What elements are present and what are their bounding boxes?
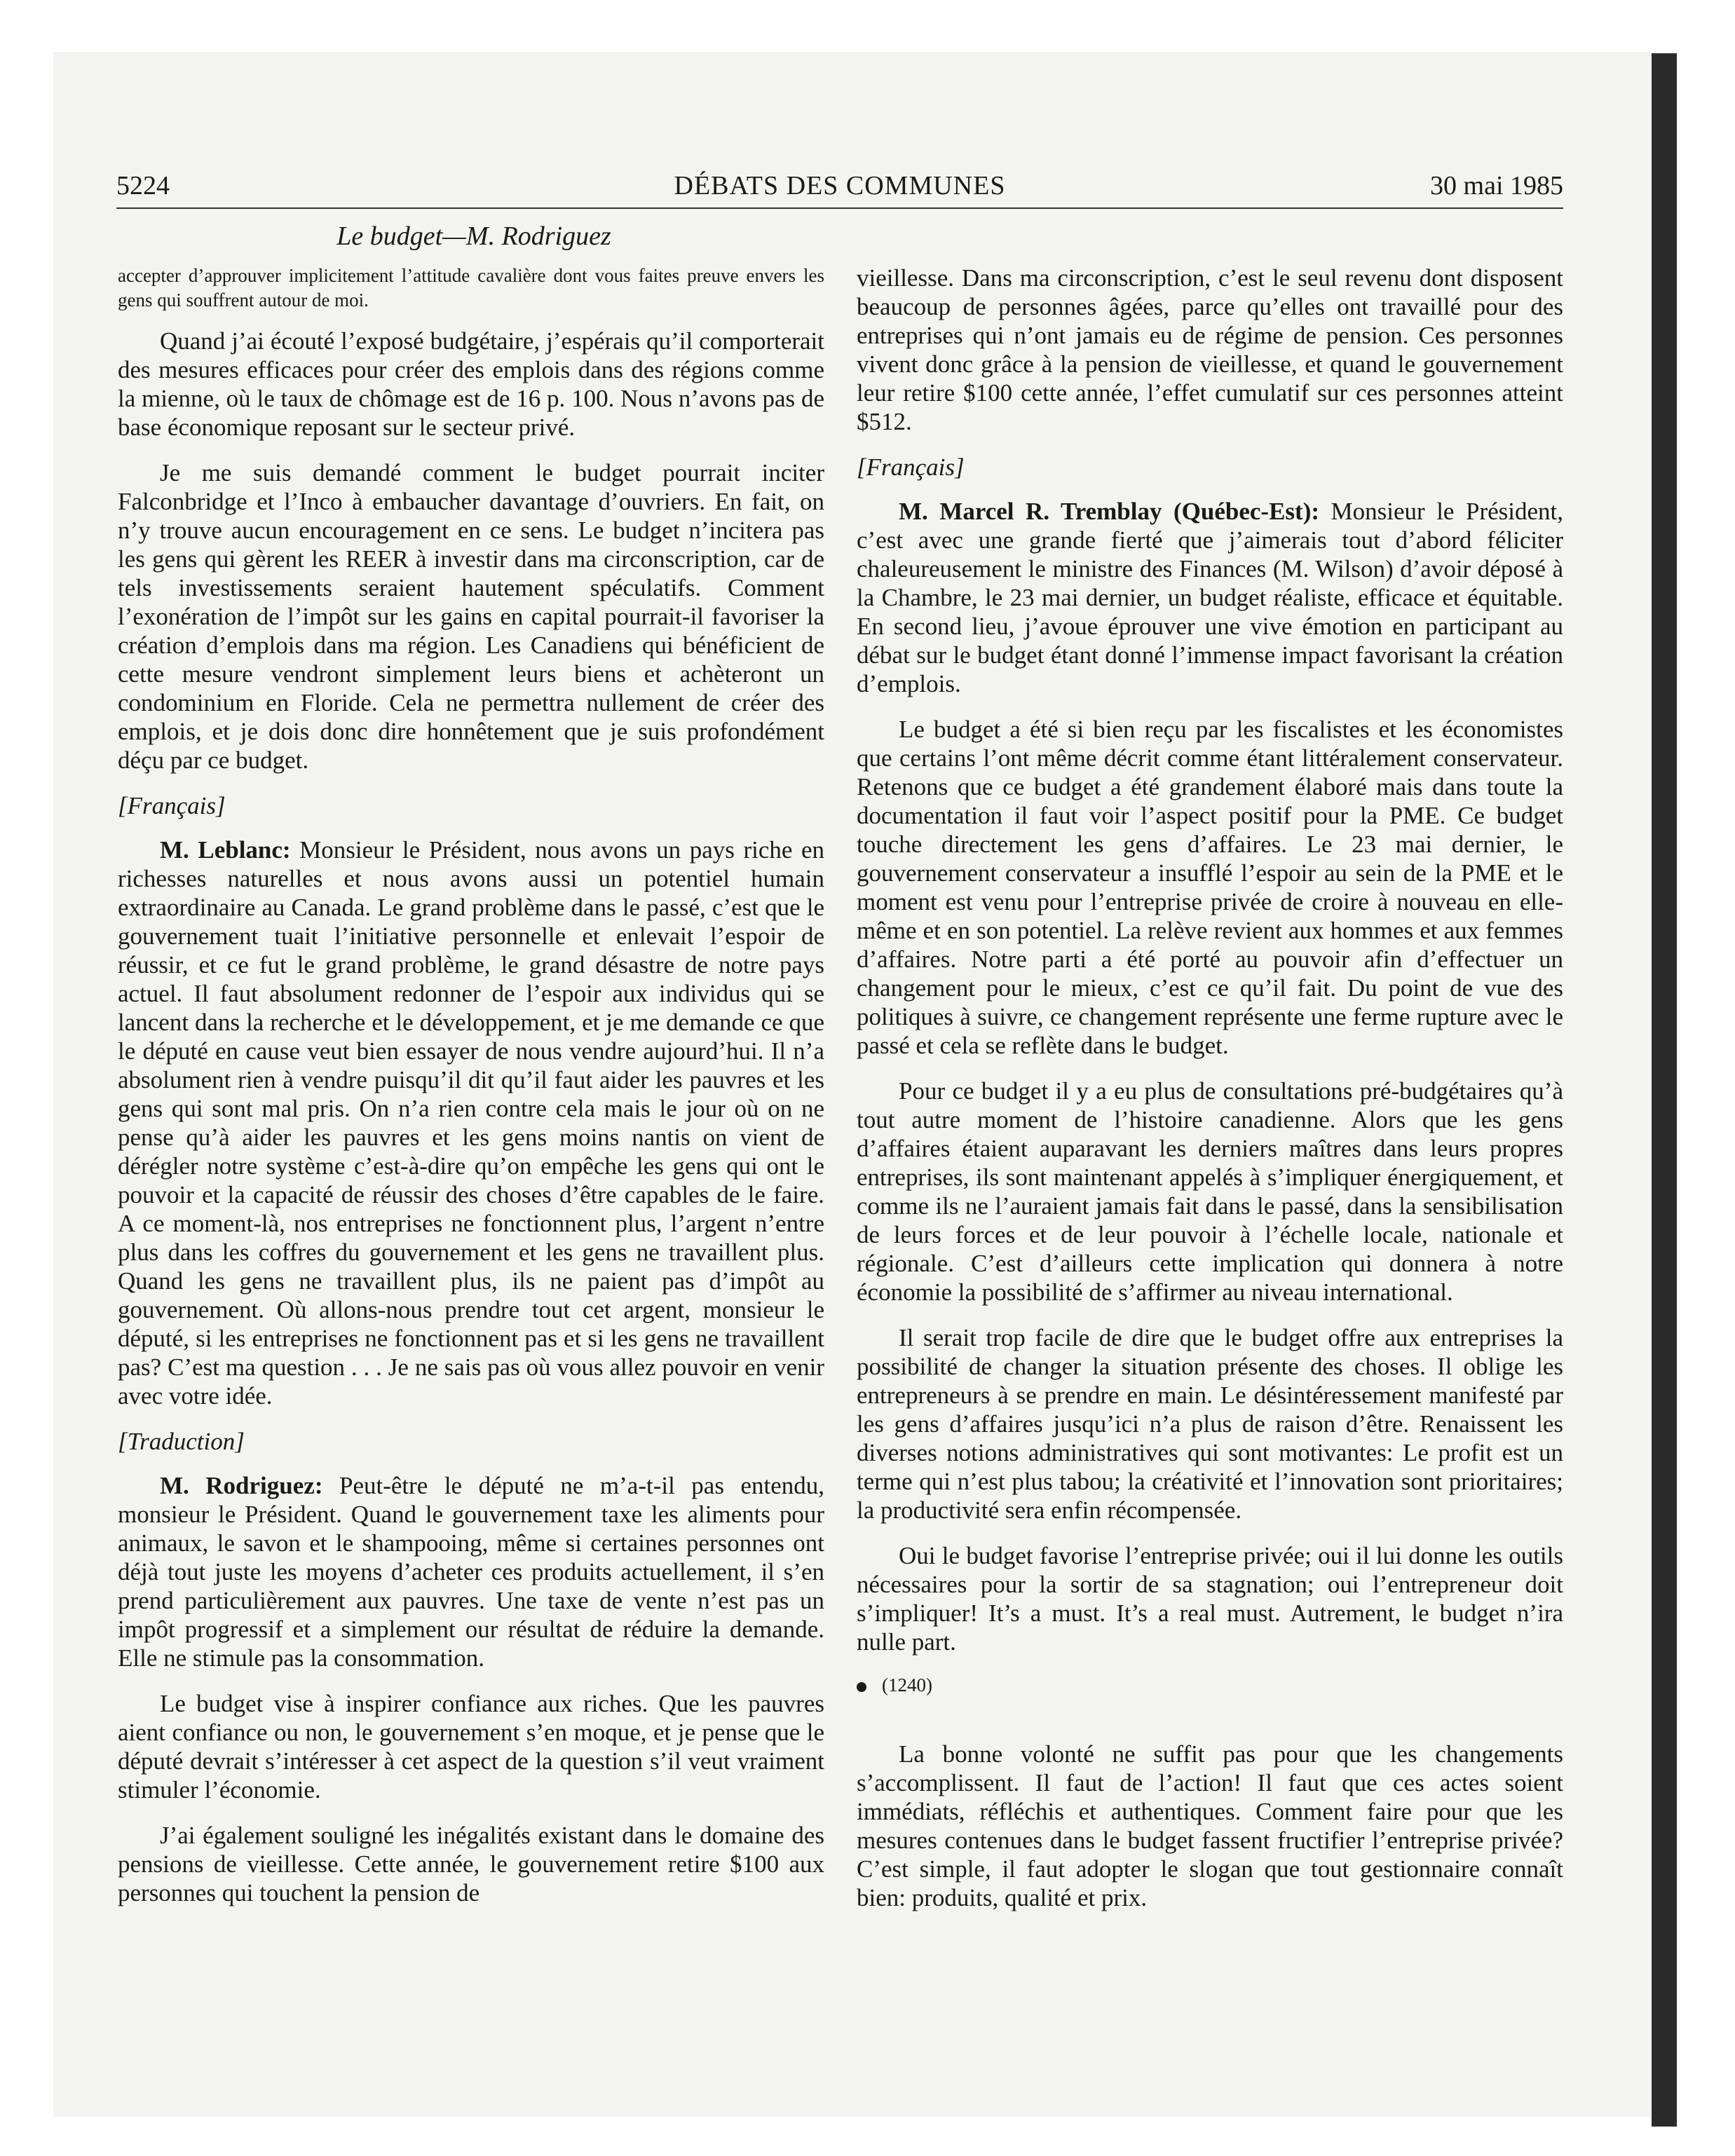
scan-edge-shadow	[1652, 53, 1677, 2127]
speech-text: Monsieur le Président, nous avons un pays riche en richesses naturelles et nous avons aussi un potentiel humain extraordinaire au Canada. Le grand problème dans le passé, c’est que le gouvernement tuait l’initiative personnelle et enlevait l’espoir de réussir, et ce fut le grand problème, le grand désastre de notre pays actuel. Il faut absolument redonner de l’espoir aux individus qui se lancent dans la recherche et le développement, et je me demande ce que le député en cause veut bien essayer de nous vendre aujourd’hui. Il n’a absolument rien à vendre puisqu’il dit qu’il faut aider les pauvres et les gens qui sont mal pris. On n’a rien contre cela mais le jour où on ne pense qu’à aider les pauvres et les gens moins nantis on vient de dérégler notre système c’est-à-dire qu’on empêche les gens qui ont le pouvoir et la capacité de réussir des choses d’être capables de le faire. A ce moment-là, nos entreprises ne fonctionnent plus, l’argent n’entre plus dans les coffres du gouvernement et les gens ne travaillent plus. Quand les gens ne travaillent plus, ils ne paient pas d’impôt au gouvernement. Où allons-nous prendre tout cet argent, monsieur le député, si les entreprises ne fonctionnent pas et si les gens ne travaillent pas? C’est ma question . . . Je ne sais pas où vous allez pouvoir en venir avec votre idée.	[118, 836, 825, 1410]
paragraph: accepter d’approuver implicitement l’attitude cavalière dont vous faites preuve envers les gens qui souffrent autour de moi.	[118, 265, 824, 311]
paragraph: vieillesse. Dans ma circonscription, c’est le seul revenu dont disposent beaucoup de personnes âgées, parce qu’elles ont travaillé pour des entreprises qui n’ont jamais eu de régime de pension. Ces personnes vivent donc grâce à la pension de vieillesse, et quand le gouvernement leur retire $100 cette année, l’effet cumulatif sur ces personnes atteint $512.	[857, 264, 1563, 435]
left-column	[118, 264, 824, 1924]
speech-text: Monsieur le Président, c’est avec une grande fierté que j’aimerais tout d’abord féliciter chaleureusement le ministre des Finances (M. Wilson) d’avoir déposé à la Chambre, le 23 mai dernier, un budget réaliste, efficace et équitable. En second lieu, j’avoue éprouver une vive émotion en participant au débat sur le budget étant donné l’immense impact favorisant la création d’emplois.	[857, 498, 1563, 697]
language-tag: [Français]	[857, 453, 965, 481]
paragraph: Je me suis demandé comment le budget pourrait inciter Falconbridge et l’Inco à embaucher davantage d’ouvriers. En fait, on n’y trouve aucun encouragement en ce sens. Le budget n’incitera pas les gens qui gèrent les REER à investir dans ma circonscription, car de tels investissements seraient hautement spéculatifs. Comment l’exonération de l’impôt sur les gains en capital pourrait-il favoriser la création d’emplois dans ma région. Les Canadiens qui bénéficient de cette mesure vendront simplement leurs biens et achèteront un condominium en Floride. Cela ne permettra nullement de créer des emplois, et je dois donc dire honnêtement que je suis profondément déçu par ce budget.	[118, 459, 824, 774]
speaker-name: M. Rodriguez:	[160, 1472, 323, 1499]
page-number: 5224	[116, 171, 170, 200]
paragraph: La bonne volonté ne suffit pas pour que les changements s’accomplissent. Il faut de l’action! Il faut que ces actes soient immédiats, réfléchis et authentiques. Comment faire pour que les mesures contenues dans le budget fassent fructifier l’entreprise privée? C’est simple, il faut adopter le slogan que tout gestionnaire connaît bien: produits, qualité et prix.	[857, 1740, 1563, 1911]
paragraph: Le budget vise à inspirer confiance aux riches. Que les pauvres aient confiance ou non, le gouvernement s’en moque, et je pense que le député devrait s’intéresser à cet aspect de la question s’il veut vraiment stimuler l’économie.	[118, 1690, 824, 1803]
bullet-dot-icon	[857, 1682, 866, 1692]
section-heading: Le budget—M. Rodriguez	[336, 221, 611, 251]
publication-title: DÉBATS DES COMMUNES	[674, 171, 1006, 200]
language-tag: [Français]	[118, 792, 226, 819]
paragraph: Pour ce budget il y a eu plus de consultations pré-budgétaires qu’à tout autre moment de l’histoire canadienne. Alors que les gens d’affaires étaient auparavant les derniers maîtres dans leurs propres entreprises, ils sont maintenant appelés à s’impliquer énergiquement, et comme ils ne l’auraient jamais fait dans le passé, dans la sensibilisation de leurs forces et de leur pouvoir à l’échelle locale, nationale et régionale. C’est d’ailleurs cette implication qui donnera à notre économie la possibilité de s’affirmer au niveau international.	[857, 1077, 1563, 1306]
paragraph: Quand j’ai écouté l’exposé budgétaire, j’espérais qu’il comporterait des mesures efficaces pour créer des emplois dans des régions comme la mienne, où le taux de chômage est de 16 p. 100. Nous n’avons pas de base économique reposant sur le secteur privé.	[118, 327, 824, 441]
paragraph: Le budget a été si bien reçu par les fiscalistes et les économistes que certains l’ont même décrit comme étant littéralement conservateur. Retenons que ce budget a été grandement élaboré mais dans toute la documentation il faut voir l’aspect positif pour la PME. Ce budget touche directement les gens d’affaires. Le 23 mai dernier, le gouvernement conservateur a insufflé l’espoir au sein de la PME et le moment est venu pour l’entreprise privée de croire à nouveau en elle-même et en son potentiel. La relève revient aux hommes et aux femmes d’affaires. Notre parti a été porté au pouvoir afin d’effectuer un changement pour le mieux, c’est ce qu’il fait. Du point de vue des politiques à suivre, ce changement représente une ferme rupture avec le passé et cela se reflète dans le budget.	[857, 716, 1563, 1059]
time-marker	[857, 1673, 1563, 1698]
speech-paragraph	[118, 835, 824, 1410]
speech-paragraph	[118, 1471, 824, 1672]
language-tag: [Traduction]	[118, 1428, 245, 1455]
time-marker-text: (1240)	[882, 1674, 932, 1696]
speech-paragraph	[857, 497, 1563, 698]
paragraph: Oui le budget favorise l’entreprise privée; oui il lui donne les outils nécessaires pour la sortir de sa stagnation; oui l’entrepreneur doit s’impliquer! It’s a must. It’s a real must. Autrement, le budget n’ira nulle part.	[857, 1542, 1563, 1656]
speech-text: Peut-être le député ne m’a-t-il pas entendu, monsieur le Président. Quand le gouvernement taxe les aliments pour animaux, le savon et le shampooing, même si certaines personnes ont déjà tout juste les moyens d’acheter ces produits actuellement, il s’en prend particulièrement aux pauvres. Une taxe de vente n’est pas un impôt progressif et a simplement our résultat de réduire la demande. Elle ne stimule pas la consommation.	[118, 1472, 824, 1672]
header-date: 30 mai 1985	[1430, 171, 1563, 200]
running-header	[116, 165, 1563, 209]
paragraph: J’ai également souligné les inégalités existant dans le domaine des pensions de vieillesse. Cette année, le gouvernement retire $100 aux personnes qui touchent la pension de	[118, 1822, 824, 1906]
paragraph: Il serait trop facile de dire que le budget offre aux entreprises la possibilité de changer la situation présente des choses. Il oblige les entrepreneurs à se prendre en main. Le désintéressement manifesté par les gens d’affaires jusqu’ici n’a plus de raison d’être. Renaissent les diverses notions administratives qui sont motivantes: Le profit est un terme qui n’est plus tabou; la créativité et l’innovation sont prioritaires; la productivité sera enfin récompensée.	[857, 1324, 1563, 1524]
speaker-name: M. Leblanc:	[160, 836, 291, 864]
speaker-name: M. Marcel R. Tremblay (Québec-Est):	[899, 498, 1320, 525]
right-column	[857, 264, 1563, 1929]
